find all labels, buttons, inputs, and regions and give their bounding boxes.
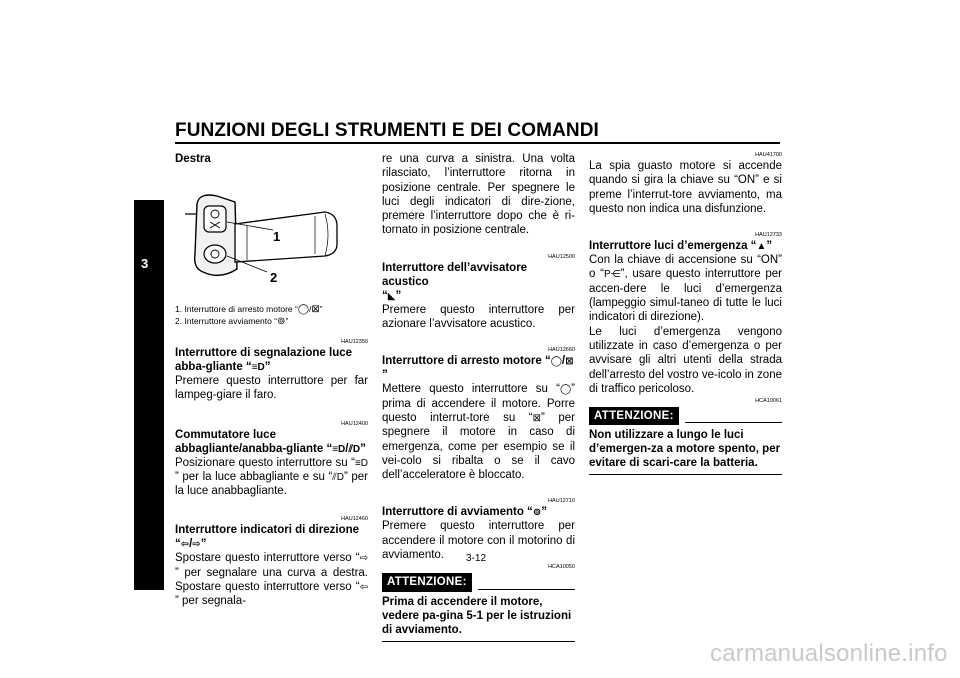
high-beam-icon: ≡D bbox=[251, 362, 265, 373]
heading-start-switch: Interruttore di avviamento “⊚” bbox=[382, 506, 547, 519]
callout-2: 2 bbox=[270, 270, 278, 285]
section-title-destra: Destra bbox=[175, 153, 211, 165]
heading-hazard-switch: Interruttore luci d’emergenza “▲” bbox=[589, 240, 773, 253]
attention-rule bbox=[685, 422, 782, 423]
paragraph: Premere questo interruttore per azionare l’avvisatore acustico. bbox=[382, 303, 575, 331]
attention-header bbox=[382, 573, 575, 591]
heading-horn-switch: Interruttore dell’avvisatore acustico bbox=[382, 261, 528, 288]
attention-text: Prima di accendere il motore, vedere pa-gina 5-1 per le istruzioni di avviamento. bbox=[382, 595, 575, 642]
attention-text: Non utilizzare a lungo le luci d’emergen-za a motore spento, per evitare di scari-care la batteria. bbox=[589, 428, 782, 475]
engine-stop-icon: ⊠ bbox=[532, 412, 541, 424]
figure-captions bbox=[175, 303, 368, 327]
heading-turn-signal-switch: Interruttore indicatori di direzione bbox=[175, 524, 360, 537]
ref-code: HAU12733 bbox=[755, 232, 782, 239]
engine-stop-icon: ⊠ bbox=[311, 304, 320, 315]
ref-code: HAU41700 bbox=[755, 152, 782, 158]
paragraph: Posizionare questo interruttore su “≡D” per la luce abbagliante e su “⫽D” per la luce anabbagliante. bbox=[175, 456, 368, 498]
caption-2: 2. Interruttore avviamento “⊚” bbox=[175, 316, 289, 327]
heading-passing-switch: Interruttore di segnalazione luce abba-gliante “≡D” bbox=[175, 347, 353, 373]
start-icon: ⊚ bbox=[532, 507, 542, 519]
page-number: 3-12 bbox=[466, 553, 487, 564]
engine-stop-icon: ⊠ bbox=[565, 356, 574, 368]
low-beam-icon: ⫽D bbox=[348, 443, 361, 455]
paragraph-continued: re una curva a sinistra. Una volta rilasciato, l’interruttore ritorna in posizione centrale. Per spegnere le luci degli indicatori di dire-zione, premere l’interruttore dopo che è ri-tornato in posizione centrale. bbox=[382, 153, 575, 237]
heading-dimmer-switch: Commutatore luce abbagliante/anabba-gliante “≡D/⫽D” bbox=[175, 428, 366, 455]
left-turn-icon: ⇦ bbox=[359, 582, 368, 594]
right-turn-icon: ⇨ bbox=[359, 553, 368, 565]
callout-1: 1 bbox=[273, 229, 281, 244]
attention-header bbox=[589, 407, 782, 425]
heading-horn-symbol: “◣” bbox=[382, 289, 402, 302]
paragraph: La spia guasto motore si accende quando si gira la chiave su “ON” e si preme l’interrut-tore avviamento, ma questo non indica una disfunzione. bbox=[589, 160, 782, 215]
engine-run-icon: ◯ bbox=[559, 384, 572, 396]
ref-code: HCA10050 bbox=[548, 564, 575, 571]
ref-code: HAU12400 bbox=[341, 420, 368, 427]
page-title: FUNZIONI DEGLI STRUMENTI E DEI COMANDI bbox=[175, 120, 599, 141]
start-icon: ⊚ bbox=[277, 316, 286, 327]
parking-icon: P⋲ bbox=[603, 269, 621, 281]
engine-run-icon: ◯ bbox=[550, 356, 562, 368]
paragraph: Premere questo interruttore per accendere il motore con il motorino di avviamento. bbox=[382, 520, 575, 562]
handlebar-illustration bbox=[175, 174, 368, 299]
ref-code: HAU12350 bbox=[341, 339, 368, 345]
paragraph: Premere questo interruttore per far lampeg-giare il faro. bbox=[175, 375, 368, 402]
heading-turn-signal-symbols: “⇦/⇨” bbox=[175, 538, 207, 551]
watermark: carmanualsonline.info bbox=[710, 640, 948, 667]
ref-code: HCA10061 bbox=[755, 398, 782, 405]
ref-code: HAU12500 bbox=[548, 253, 575, 260]
right-turn-icon: ⇨ bbox=[192, 539, 201, 551]
chapter-tab bbox=[134, 200, 164, 590]
hazard-icon: ▲ bbox=[756, 241, 767, 253]
chapter-number: 3 bbox=[141, 256, 149, 271]
attention-label: ATTENZIONE: bbox=[382, 573, 472, 591]
caption-1: 1. Interruttore di arresto motore “◯/⊠” bbox=[175, 304, 323, 315]
column-1 bbox=[175, 152, 368, 609]
paragraph: Mettere questo interruttore su “◯” prima di accendere il motore. Porre questo interrut-tore su “⊠” per spegnere il motore in caso di emergenza, come per esempio se il vei-colo si ribalta o se il cavo dell’acceleratore è bloccato. bbox=[382, 383, 575, 482]
column-2 bbox=[382, 152, 575, 642]
horn-icon: ◣ bbox=[387, 290, 396, 302]
ref-code: HAU12710 bbox=[548, 498, 575, 505]
paragraph: Le luci d’emergenza vengono utilizzate in caso d’emergenza o per avvisare gli altri utenti della strada dell’arresto del vostro ve-icolo in zone di traffico pericoloso. bbox=[589, 325, 782, 395]
handlebar-switch-figure bbox=[175, 174, 368, 299]
attention-rule bbox=[478, 589, 575, 590]
column-3 bbox=[589, 152, 782, 475]
ref-code: HAU12460 bbox=[341, 516, 368, 523]
paragraph: Spostare questo interruttore verso “⇨” per segnalare una curva a destra. Spostare questo interruttore verso “⇦” per segnala- bbox=[175, 552, 368, 608]
attention-label: ATTENZIONE: bbox=[589, 407, 679, 425]
heading-engine-stop-switch: Interruttore di arresto motore “◯/⊠” bbox=[382, 355, 574, 382]
low-beam-icon: ⫽D bbox=[332, 471, 344, 483]
paragraph: Con la chiave di accensione su “ON” o “P⋲”, usare questo interruttore per accen-dere le luci d’emergenza (lampeggio simul-taneo di tutte le luci indicatori di direzione). bbox=[589, 254, 782, 324]
left-turn-icon: ⇦ bbox=[180, 539, 190, 551]
ref-code: HAU12660 bbox=[548, 347, 575, 354]
engine-run-icon: ◯ bbox=[297, 304, 310, 315]
header-rule bbox=[175, 142, 780, 144]
high-beam-icon: ≡D bbox=[332, 443, 346, 455]
high-beam-icon: ≡D bbox=[354, 457, 368, 469]
